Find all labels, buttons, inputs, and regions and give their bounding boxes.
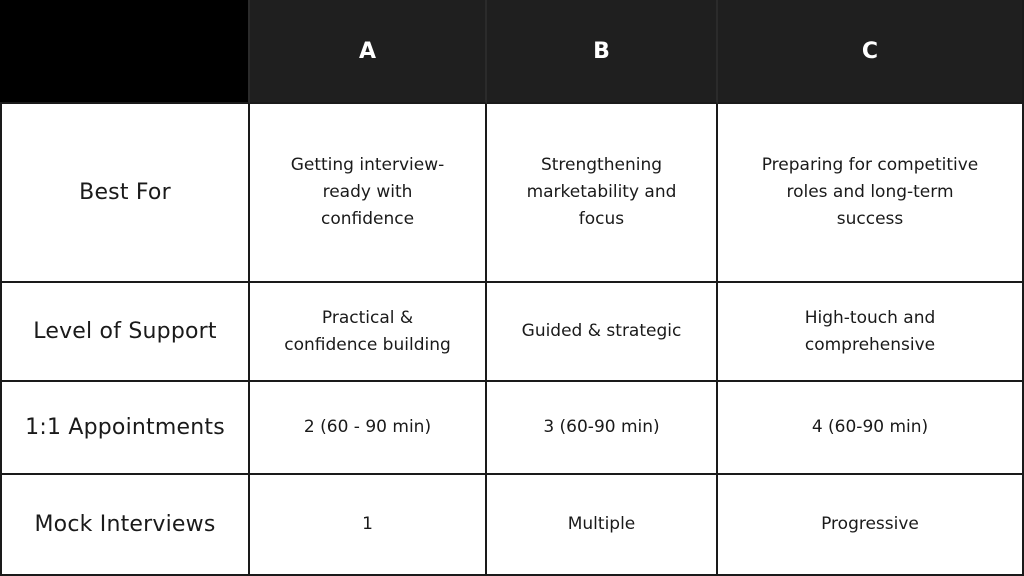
cell-appointments-c: 4 (60-90 min) [718,382,1024,475]
cell-best-for-a: Getting interview- ready with confidence [250,104,487,283]
row-label-level-of-support: Level of Support [0,283,250,382]
header-column-b: B [487,0,718,104]
cell-mock-interviews-b: Multiple [487,475,718,576]
cell-best-for-b: Strengthening marketability and focus [487,104,718,283]
header-corner [0,0,250,104]
cell-mock-interviews-c: Progressive [718,475,1024,576]
cell-appointments-a: 2 (60 - 90 min) [250,382,487,475]
row-label-appointments: 1:1 Appointments [0,382,250,475]
cell-best-for-c: Preparing for competitive roles and long-term success [718,104,1024,283]
row-label-mock-interviews: Mock Interviews [0,475,250,576]
cell-level-of-support-a: Practical & confidence building [250,283,487,382]
header-column-c: C [718,0,1024,104]
header-column-a: A [250,0,487,104]
cell-mock-interviews-a: 1 [250,475,487,576]
row-label-best-for: Best For [0,104,250,283]
cell-appointments-b: 3 (60-90 min) [487,382,718,475]
cell-level-of-support-c: High-touch and comprehensive [718,283,1024,382]
cell-level-of-support-b: Guided & strategic [487,283,718,382]
